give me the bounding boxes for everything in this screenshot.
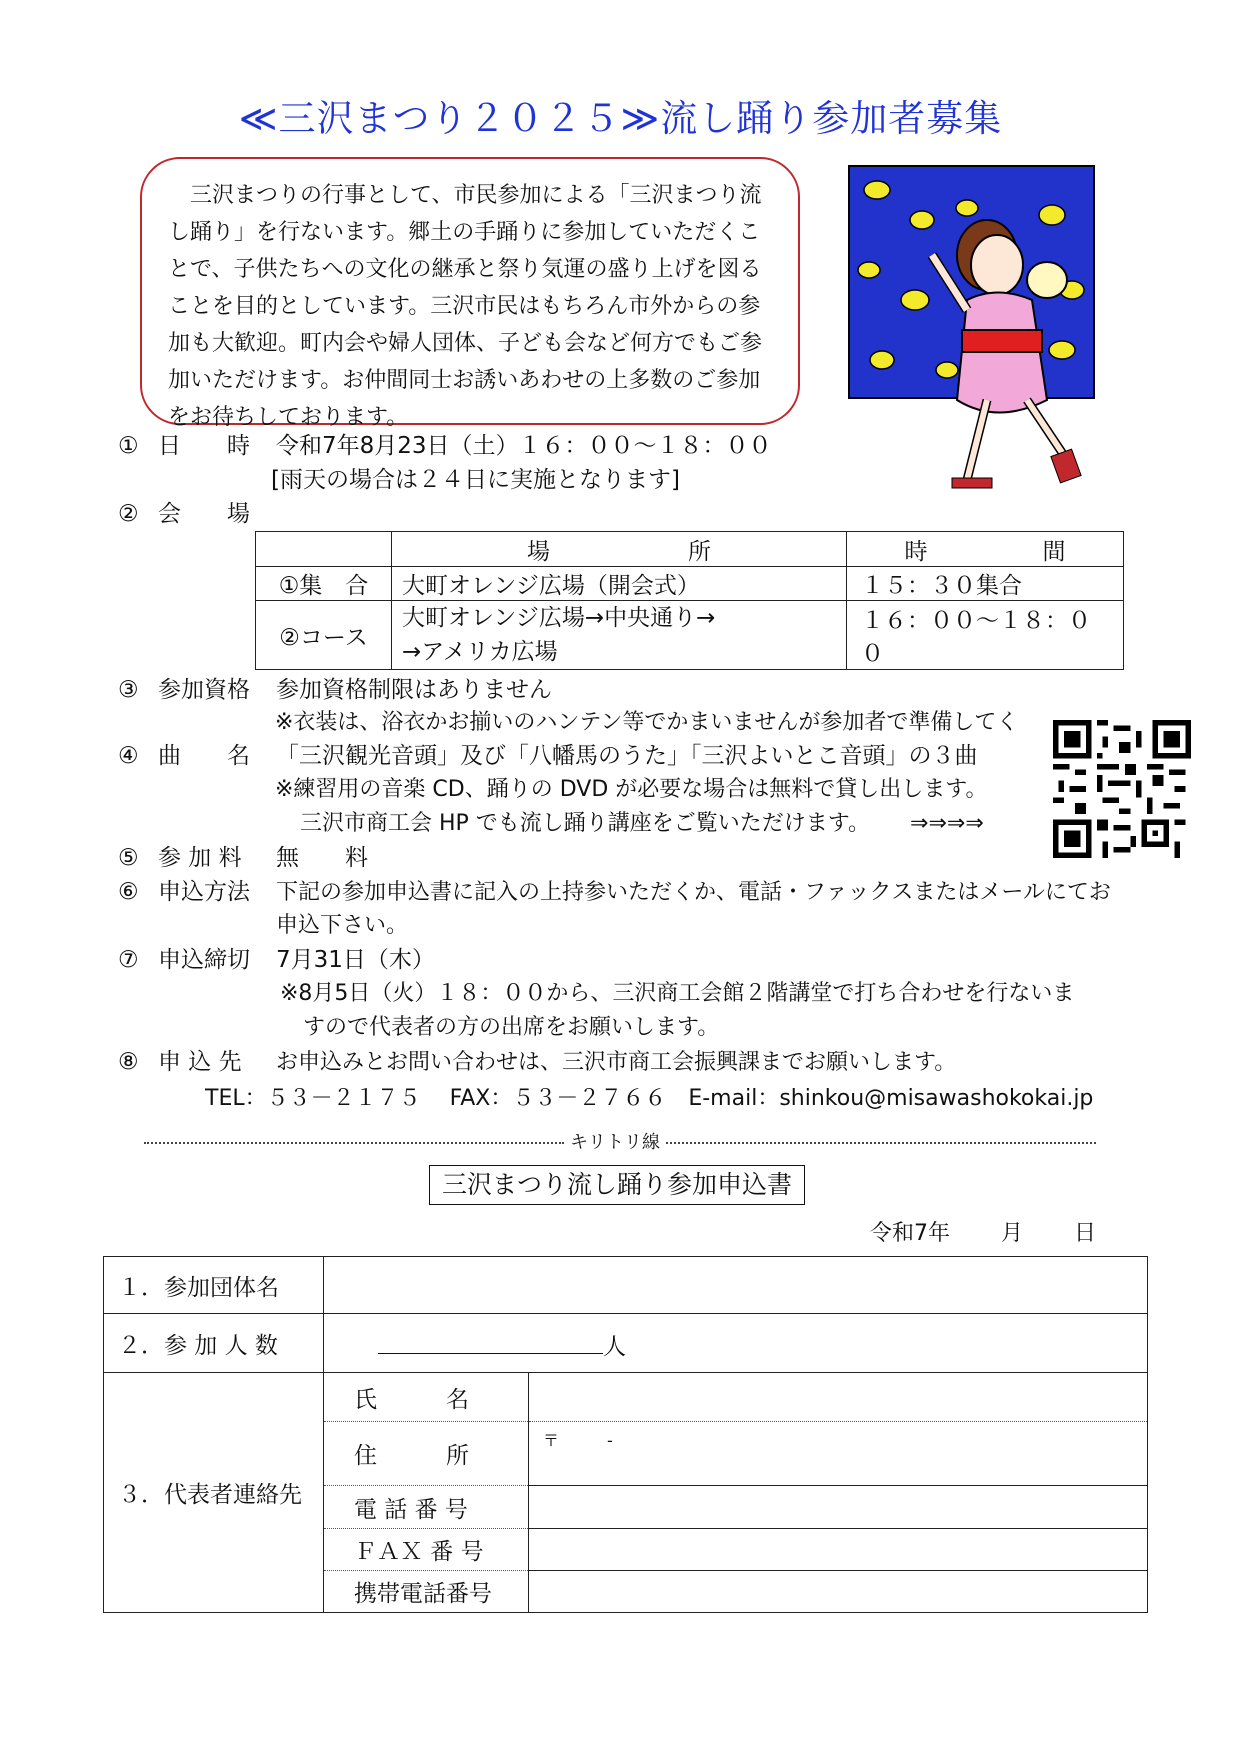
festival-dancer-illustration	[847, 160, 1157, 500]
address-field[interactable]	[529, 1422, 1148, 1486]
address-label: 住 所	[324, 1422, 529, 1486]
arrows: ⇒⇒⇒⇒	[910, 811, 984, 836]
application-form	[103, 1256, 1148, 1613]
hp-note: 三沢市商工会 HP でも流し踊り講座をご覧いただけます。 ⇒⇒⇒⇒	[300, 811, 984, 836]
representative-label: ３．代表者連絡先	[104, 1373, 324, 1613]
venue-header-place: 場 所	[392, 532, 847, 567]
eligibility-row: ③ 参加資格 参加資格制限はありません	[118, 677, 552, 703]
mobile-label: 携帯電話番号	[324, 1571, 529, 1613]
name-field[interactable]	[529, 1373, 1148, 1422]
fax-field[interactable]	[529, 1529, 1148, 1571]
form-date[interactable]: 令和7年 月 日	[870, 1221, 1096, 1246]
meeting-note-2: すので代表者の方の出席をお願いします。	[303, 1015, 720, 1040]
date-row: ① 日 時 令和7年8月23日（土）１６：００～１８：００	[118, 433, 772, 459]
table-row: ①集 合 大町オレンジ広場（開会式） １５：３０集合	[256, 567, 1124, 601]
mobile-field[interactable]	[529, 1571, 1148, 1613]
costume-note: ※衣装は、浴衣かお揃いのハンテン等でかまいませんが参加者で準備してく	[275, 710, 1019, 735]
intro-box	[140, 157, 800, 430]
cd-note: ※練習用の音楽 CD、踊りの DVD が必要な場合は無料で貸し出します。	[275, 777, 988, 802]
fee-row: ⑤ 参 加 料 無 料	[118, 845, 368, 871]
contact-row: ⑧ 申 込 先 お申込みとお問い合わせは、三沢市商工会振興課までお願いします。	[118, 1049, 957, 1075]
songs-row: ④ 曲 名 「三沢観光音頭」及び「八幡馬のうた」「三沢よいとこ音頭」の３曲	[118, 743, 978, 769]
qr-code-icon[interactable]	[1053, 720, 1191, 858]
venue-row: ② 会 場	[118, 501, 250, 527]
deadline-row: ⑦ 申込締切 7月31日（木）	[118, 947, 435, 973]
postal-mark: 〒 -	[543, 1431, 613, 1450]
contact-line: TEL：５３－２１７５ FAX：５３－２７６６ E-mail：shinkou@misawashokokai.jp	[205, 1086, 1094, 1111]
group-name-field[interactable]	[324, 1257, 1148, 1314]
venue-header-time: 時 間	[847, 532, 1124, 567]
name-label: 氏 名	[324, 1373, 529, 1422]
form-title: 三沢まつり流し踊り参加申込書	[429, 1165, 805, 1205]
venue-table	[255, 531, 1124, 670]
table-row: ②コース 大町オレンジ広場→中央通り→ →アメリカ広場 １６：００～１８：００	[256, 601, 1124, 670]
page-title: ≪三沢まつり２０２５≫流し踊り参加者募集	[238, 97, 1003, 140]
fax-label: ＦＡＸ 番 号	[324, 1529, 529, 1571]
meeting-note: ※8月5日（火）１８：００から、三沢商工会館２階講堂で打ち合わせを行ないま	[280, 981, 1075, 1006]
rain-note: [雨天の場合は２４日に実施となります]	[271, 467, 680, 493]
cut-line: キリトリ線	[140, 1128, 1100, 1154]
group-name-label: １．参加団体名	[104, 1257, 324, 1314]
phone-label: 電 話 番 号	[324, 1486, 529, 1529]
method-row: ⑥ 申込方法 下記の参加申込書に記入の上持参いただくか、電話・ファックスまたはメールにてお	[118, 879, 1111, 905]
participant-count-label: ２．参 加 人 数	[104, 1314, 324, 1373]
phone-field[interactable]	[529, 1486, 1148, 1529]
participant-count-field[interactable]: 人	[324, 1314, 1148, 1373]
intro-text: 三沢まつりの行事として、市民参加による「三沢まつり流し踊り」を行ないます。郷土の手踊りに参加していただくことで、子供たちへの文化の継承と祭り気運の盛り上げを図ることを目的としています。三沢市民はもちろん市外からの参加も大歓迎。町内会や婦人団体、子ども会など何方でもご参加いただけます。お仲間同士お誘いあわせの上多数のご参加をお待ちしております。	[168, 183, 763, 430]
method-line2: 申込下さい。	[276, 913, 409, 938]
date-value: 令和7年8月23日（土）１６：００～１８：００	[276, 433, 772, 459]
